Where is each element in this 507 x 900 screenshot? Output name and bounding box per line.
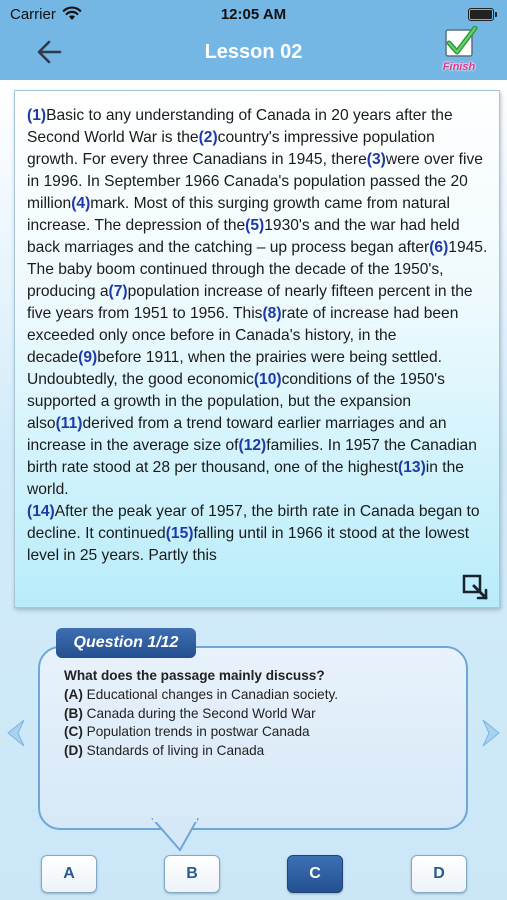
passage-segment: 1930's and the war had held back marriages and the catching – up process began after xyxy=(27,217,460,256)
passage-text xyxy=(27,105,489,567)
passage-marker: (13) xyxy=(398,459,426,476)
zoom-icon xyxy=(461,573,489,601)
checkbox-check-icon xyxy=(435,26,483,62)
passage-marker: (10) xyxy=(253,371,282,388)
status-carrier: Carrier xyxy=(10,6,56,23)
question-text: What does the passage mainly discuss? xyxy=(64,668,325,683)
option-b: (B) Canada during the Second World War xyxy=(64,705,316,721)
passage-marker: (6) xyxy=(429,239,449,256)
passage-marker: (2) xyxy=(198,129,218,146)
passage-panel[interactable] xyxy=(14,90,500,608)
passage-segment: falling until in 1966 it stood at the lowest level in 25 years. Partly this xyxy=(27,525,470,564)
passage-segment: conditions of the 1950's supported a growth in the population, but the expansion also xyxy=(27,371,445,432)
answer-button-a[interactable]: A xyxy=(41,855,97,893)
passage-segment: were over five in 1996. In September 1966 Canada's population passed the 20 million xyxy=(27,151,483,212)
passage-marker: (1) xyxy=(27,107,47,124)
previous-question-arrow-icon[interactable] xyxy=(4,718,30,748)
battery-icon xyxy=(468,8,494,21)
passage-segment: rate of increase had been exceeded only once before in Canada's history, in the decade xyxy=(27,305,459,366)
bubble-tail xyxy=(150,818,210,852)
passage-marker: (9) xyxy=(78,349,98,366)
options-list xyxy=(64,686,338,760)
passage-marker: (14) xyxy=(27,503,55,520)
option-d: (D) Standards of living in Canada xyxy=(64,742,265,758)
passage-segment: country's impressive population growth. For every three Canadians in 1945, there xyxy=(27,129,435,168)
passage-segment: mark. Most of this surging growth came from natural increase. The depression of the xyxy=(27,195,450,234)
answer-button-d[interactable]: D xyxy=(411,855,467,893)
passage-segment: Basic to any understanding of Canada in 20 years after the Second World War is the xyxy=(27,107,453,146)
next-question-arrow-icon[interactable] xyxy=(477,718,503,748)
passage-marker: (12) xyxy=(238,437,267,454)
passage-marker: (15) xyxy=(165,525,194,542)
passage-marker: (3) xyxy=(366,151,386,168)
passage-marker: (7) xyxy=(108,283,128,300)
passage-marker: (4) xyxy=(71,195,91,212)
passage-marker: (11) xyxy=(55,415,83,432)
question-counter-badge: Question 1/12 xyxy=(56,628,196,658)
passage-segment: population increase of nearly fifteen percent in the five years from 1951 to 1956. This xyxy=(27,283,473,322)
finish-label: Finish xyxy=(442,61,476,73)
passage-marker: (5) xyxy=(245,217,265,234)
passage-segment: families. In 1957 the Canadian birth rate stood at 28 per thousand, one of the highest xyxy=(27,437,477,476)
passage-marker: (8) xyxy=(262,305,282,322)
answer-button-c[interactable]: C xyxy=(287,855,343,893)
option-a: (A) Educational changes in Canadian society. xyxy=(64,687,339,702)
navigation-bar xyxy=(0,0,507,80)
passage-segment: before 1911, when the prairies were being settled. Undoubtedly, the good economic xyxy=(27,349,442,388)
finish-button[interactable] xyxy=(435,26,483,76)
passage-segment: 1945. The baby boom continued through the decade of the 1950's, producing a xyxy=(27,239,488,300)
answer-button-b[interactable]: B xyxy=(164,855,220,893)
passage-segment: After the peak year of 1957, the birth rate in Canada began to decline. It continued xyxy=(27,503,480,542)
option-c: (C) Population trends in postwar Canada xyxy=(64,724,310,739)
page-title: Lesson 02 xyxy=(204,41,303,63)
passage-segment: derived from a trend toward earlier marriages and an increase in the average size of xyxy=(27,415,447,454)
status-time: 12:05 AM xyxy=(220,6,287,23)
passage-segment: in the world. xyxy=(27,459,464,498)
